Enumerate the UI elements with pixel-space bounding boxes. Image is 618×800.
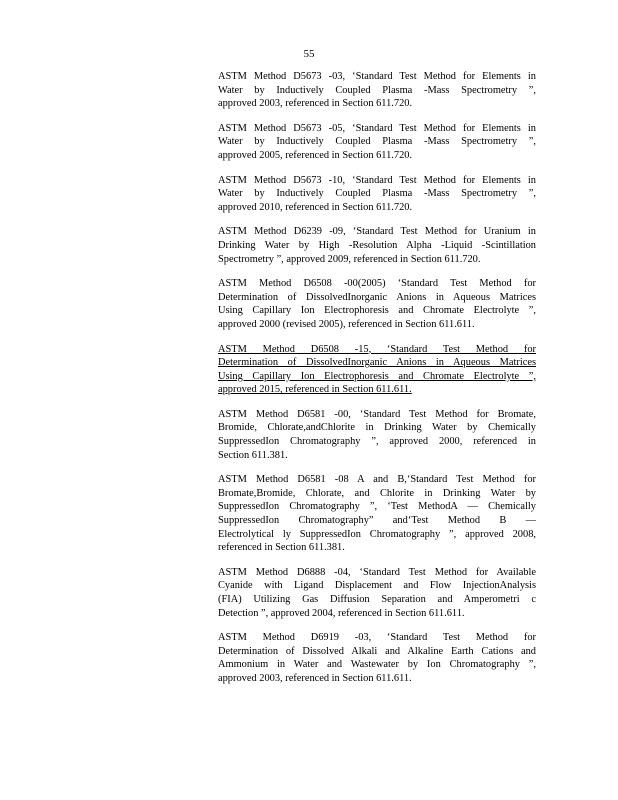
entry-line: Water by Inductively Coupled Plasma -Mass Spectrometry ”, (218, 136, 536, 148)
entry-line: Determination of DissolvedInorganic Anions in Aqueous Matrices (218, 291, 536, 303)
entry-line: ASTM Method D6919 -03, ‘Standard Test Method for (218, 632, 536, 644)
entry-line: ASTM Method D6581 -08 A and B,‘Standard Test Method for (218, 474, 536, 486)
entry-line: (FIA) Utilizing Gas Diffusion Separation and Amperometri c (218, 594, 536, 605)
entry-line: ASTM Method D5673 -05, ‘Standard Test Method for Elements in (218, 122, 536, 134)
entry-line: Water by Inductively Coupled Plasma -Mass Spectrometry ”, (218, 188, 536, 200)
entry-line: approved 2003, referenced in Section 611.720. (218, 98, 413, 110)
entry-line: Drinking Water by High -Resolution Alpha -Liquid -Scintillation (218, 239, 536, 251)
entry-line: referenced in Section 611.381. (218, 542, 345, 554)
entry-line: Water by Inductively Coupled Plasma -Mass Spectrometry ”, (218, 84, 536, 96)
entry-line: Using Capillary Ion Electrophoresis and Chromate Electrolyte ”, (218, 305, 536, 317)
reference-entry-6-inserted (218, 343, 536, 397)
entry-line: ASTM Method D6239 -09, ‘Standard Test Method for Uranium in (218, 226, 536, 238)
entry-line: approved 2015, referenced in Section 611.611. (218, 384, 412, 396)
reference-entry-7 (218, 408, 536, 462)
entry-line: Determination of Dissolved Alkali and Alkaline Earth Cations and (218, 645, 536, 657)
entry-line: approved 2000 (revised 2005), referenced in Section 611.611. (218, 318, 475, 330)
entry-line: ASTM Method D6508 -00(2005) ‘Standard Test Method for (218, 278, 536, 290)
entry-line: SuppressedIon Chromatography ”, ‘Test MethodA — Chemically (218, 501, 536, 513)
page-number: 55 (303, 48, 315, 60)
entry-line: Ammonium in Water and Wastewater by Ion Chromatography ”, (218, 659, 536, 671)
entry-line: Detection ”, approved 2004, referenced in Section 611.611. (218, 607, 465, 619)
entry-line: approved 2005, referenced in Section 611.720. (218, 149, 413, 161)
entry-line: approved 2003, referenced in Section 611.611. (218, 672, 412, 684)
reference-entry-4 (218, 225, 536, 266)
entry-line: Spectrometry ”, approved 2009, referenced in Section 611.720. (218, 253, 481, 265)
entry-line: Determination of DissolvedInorganic Anions in Aqueous Matrices (218, 357, 536, 369)
entry-line: ASTM Method D5673 -03, ‘Standard Test Method for Elements in (218, 71, 536, 82)
entry-line: Using Capillary Ion Electrophoresis and Chromate Electrolyte ”, (218, 370, 536, 382)
reference-entry-3 (218, 174, 536, 215)
document-body (218, 70, 536, 697)
entry-line: ASTM Method D6581 -00, ‘Standard Test Method for Bromate, (218, 408, 536, 420)
entry-line: Section 611.381. (218, 449, 288, 461)
entry-line: Cyanide with Ligand Displacement and Flow InjectionAnalysis (218, 580, 536, 592)
reference-entry-1 (218, 70, 536, 111)
entry-line: ASTM Method D5673 -10, ‘Standard Test Method for Elements in (218, 174, 536, 186)
entry-line: ASTM Method D6888 -04, ‘Standard Test Method for Available (218, 566, 536, 578)
entry-line: SuppressedIon Chromatography” and‘Test Method B — (218, 515, 536, 527)
entry-line: Electrolytical ly SuppressedIon Chromatography ”, approved 2008, (218, 528, 536, 540)
reference-entry-8 (218, 473, 536, 555)
entry-line: approved 2010, referenced in Section 611.720. (218, 201, 413, 213)
entry-line: SuppressedIon Chromatography ”, approved 2000, referenced in (218, 436, 536, 448)
reference-entry-5 (218, 277, 536, 331)
reference-entry-10 (218, 631, 536, 685)
entry-line: Bromate,Bromide, Chlorate, and Chlorite in Drinking Water by (218, 487, 536, 499)
entry-line: Bromide, Chlorate,andChlorite in Drinking Water by Chemically (218, 422, 536, 434)
reference-entry-9 (218, 566, 536, 620)
entry-line: ASTM Method D6508 -15, ‘Standard Test Method for (218, 343, 536, 355)
reference-entry-2 (218, 122, 536, 163)
